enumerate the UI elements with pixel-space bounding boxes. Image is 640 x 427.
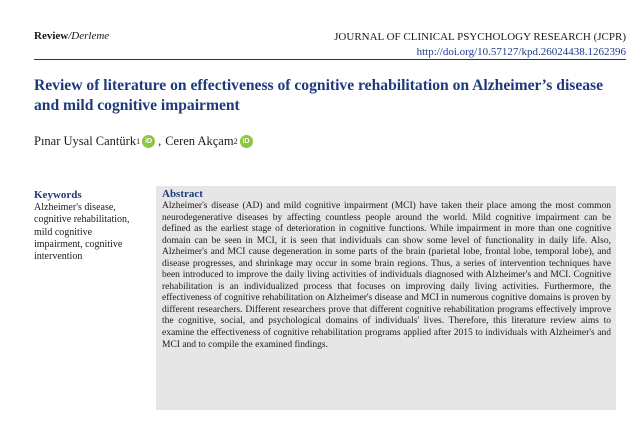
author-affiliation-sup: 1 — [136, 137, 141, 146]
section-label-italic: /Derleme — [68, 30, 110, 42]
orcid-icon[interactable]: iD — [142, 135, 155, 148]
keyword-line: Alzheimer's disease, — [34, 202, 116, 213]
author-affiliation-sup: 2 — [233, 137, 238, 146]
keyword-line: impairment, cognitive — [34, 238, 123, 250]
paper-title: Review of literature on effectiveness of cognitive rehabilitation on Alzheimer’s disease and mild cognitive impairment — [34, 77, 604, 114]
abstract-box — [156, 186, 616, 410]
keywords-list — [34, 202, 154, 263]
abstract-text: Alzheimer's disease (AD) and mild cognitive impairment (MCI) have taken their place among the most common neurodegenerative diseases by affecting countless people around the world. Mild cognitive impairment can be defined as the earliest stage of deterioration in cognitive functions. While impairment in more than one cognitive domain can be seen in MCI, it is seen that individuals can show some level of functionality in daily life. Also, Alzheimer's and MCI cause degeneration in some parts of the brain (parietal lobe, frontal lobe, temporal lobe), and disease progresses, and shrinkage may occur in some brain regions. Thus, a series of intervention techniques have been introduced to improve the daily living activities of individuals diagnosed with Alzheimer's and MCI. Cognitive rehabilitation is an individualized process that focuses on improving daily living activities. Furthermore, the effectiveness of cognitive rehabilitation on Alzheimer's disease and MCI in numerous cognitive domains is proven by different researchers. Different researchers prove that different cognitive rehabilitation programs effectively improve the cognitive, social, and psychological domains of individuals' lives. Therefore, this literature review aims to examine the effectiveness of cognitive rehabilitation programs applied after 2015 to individuals with Alzheimer's and MCI and to compile the examined findings. — [162, 201, 611, 350]
abstract-heading: Abstract — [162, 188, 203, 200]
keyword-line: intervention — [34, 251, 83, 263]
author-list — [34, 134, 256, 149]
header-divider — [34, 59, 626, 60]
journal-name: JOURNAL OF CLINICAL PSYCHOLOGY RESEARCH (JCPR) — [334, 31, 626, 43]
keywords-panel — [34, 189, 154, 263]
author-name: Pınar Uysal Cantürk — [34, 134, 137, 148]
journal-header — [334, 30, 626, 60]
author-name: Ceren Akçam — [165, 134, 234, 148]
author-separator: , — [158, 134, 162, 148]
keywords-heading: Keywords — [34, 189, 82, 201]
doi-link[interactable]: http://doi.org/10.57127/kpd.26024438.1262396 — [416, 46, 626, 58]
section-label — [34, 30, 109, 42]
orcid-icon[interactable]: iD — [240, 135, 253, 148]
section-label-bold: Review — [34, 30, 69, 42]
keyword-line: cognitive rehabilitation, — [34, 214, 130, 226]
keyword-line: mild cognitive — [34, 226, 93, 238]
